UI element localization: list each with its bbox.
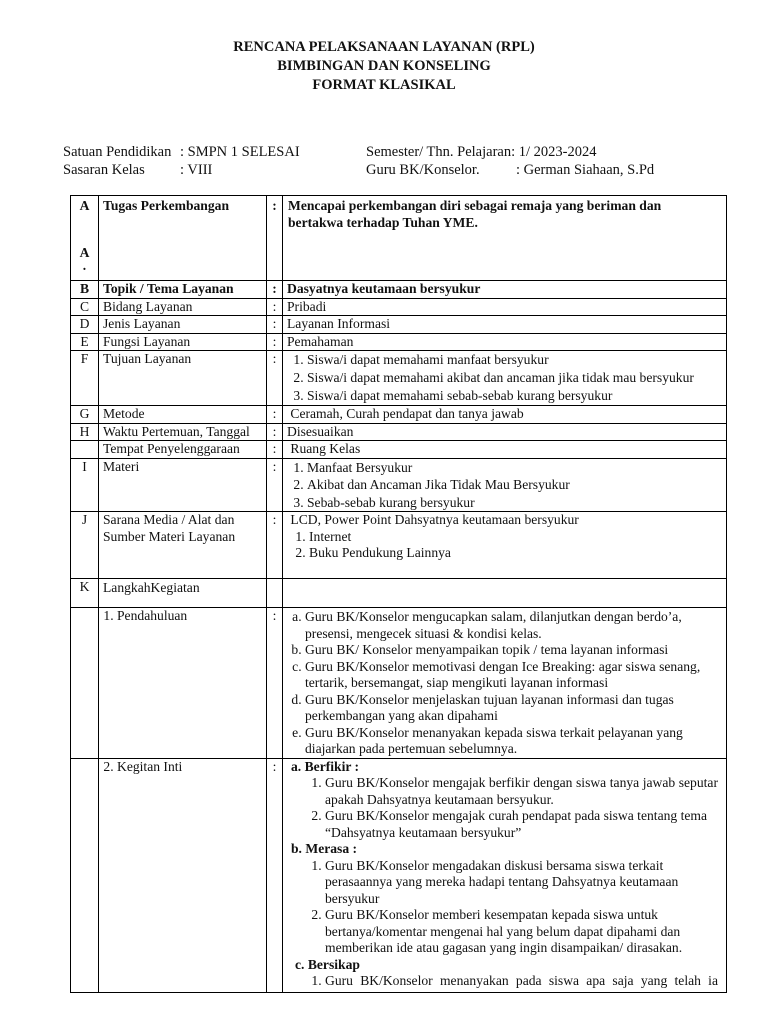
row-value — [283, 351, 727, 406]
row-label: Metode — [99, 406, 267, 424]
table-row-inti — [71, 758, 727, 992]
row-value: Pribadi — [283, 298, 727, 316]
row-label: Tujuan Layanan — [99, 351, 267, 406]
list-item: 1. Guru BK/Konselor menanyakan pada siswa apa saja yang telah ia — [325, 973, 718, 990]
table-row-c — [71, 298, 727, 316]
document-title — [0, 38, 768, 95]
title-line-2: BIMBINGAN DAN KONSELING — [277, 58, 491, 74]
semester-info: Semester/ Thn. Pelajaran: 1/ 2023-2024 — [366, 144, 597, 160]
list-item: 2. Siswa/i dapat memahami akibat dan ancaman jika tidak mau bersyukur — [307, 369, 722, 387]
list-item: 1. Manfaat Bersyukur — [307, 459, 722, 477]
row-value: Disesuaikan — [283, 423, 727, 441]
row-separator: : — [267, 458, 283, 512]
list-item: e. Guru BK/Konselor menanyakan kepada siswa terkait pelayanan yang diajarkan pada pertemuan sebelumnya. — [305, 725, 722, 758]
row-separator: : — [267, 441, 283, 459]
list-item: a. Guru BK/Konselor mengucapkan salam, dilanjutkan dengan berdo’a, presensi, mengecek situasi & kondisi kelas. — [305, 609, 722, 642]
row-code: J — [71, 512, 99, 579]
title-line-1: RENCANA PELAKSANAAN LAYANAN (RPL) — [233, 39, 535, 55]
rpl-table — [70, 195, 727, 993]
row-separator — [267, 579, 283, 608]
row-value: Pemahaman — [283, 333, 727, 351]
row-code: K — [71, 579, 99, 608]
row-value: Ceramah, Curah pendapat dan tanya jawab — [283, 406, 727, 424]
list-item: c. Guru BK/Konselor memotivasi dengan Ice Breaking: agar siswa senang, tertarik, bersemangat, siap mengikuti layanan informasi — [305, 659, 722, 692]
list-item: 1. Guru BK/Konselor mengajak berfikir dengan siswa tanya jawab seputar apakah Dahsyatnya keutamaan bersyukur. — [325, 775, 718, 808]
table-row-d — [71, 316, 727, 334]
row-code: D — [71, 316, 99, 334]
list-item: b. Guru BK/ Konselor menyampaikan topik / tema layanan informasi — [305, 642, 722, 659]
row-separator: : — [267, 298, 283, 316]
list-item: 2. Guru BK/Konselor memberi kesempatan kepada siswa untuk bertanya/komentar mengenai hal yang belum dapat dipahami dan memberikan ide atau gagasan yang ingin disampaikan/ dirasakan. — [325, 907, 718, 957]
table-row-pendahuluan — [71, 608, 727, 759]
table-row-e — [71, 333, 727, 351]
row-value: Mencapai perkembangan diri sebagai remaja yang beriman dan bertakwa terhadap Tuhan YME. — [283, 196, 727, 281]
satuan-label: Satuan Pendidikan — [63, 144, 172, 160]
row-label: Materi — [99, 458, 267, 512]
row-separator: : — [267, 281, 283, 299]
table-row-b — [71, 281, 727, 299]
row-value: Ruang Kelas — [283, 441, 727, 459]
row-code: I — [71, 458, 99, 512]
row-code: A A . — [71, 196, 99, 281]
list-item: 2. Akibat dan Ancaman Jika Tidak Mau Bersyukur — [307, 476, 722, 494]
sasaran-label: Sasaran Kelas — [63, 162, 145, 178]
row-code: H — [71, 423, 99, 441]
row-code — [71, 441, 99, 459]
title-line-3: FORMAT KLASIKAL — [312, 77, 456, 93]
row-label: Bidang Layanan — [99, 298, 267, 316]
row-label: 1. Pendahuluan — [99, 608, 267, 759]
list-item: d. Guru BK/Konselor menjelaskan tujuan layanan informasi dan tugas perkembangan yang akan dipahami — [305, 692, 722, 725]
table-row-h — [71, 423, 727, 441]
merasa-heading: b. Merasa : — [291, 841, 358, 856]
guru-value: : German Siahaan, S.Pd — [516, 162, 655, 178]
list-item: 3. Sebab-sebab kurang bersyukur — [307, 494, 722, 512]
row-separator: : — [267, 758, 283, 992]
row-label: Fungsi Layanan — [99, 333, 267, 351]
table-row-g — [71, 406, 727, 424]
row-value: Dasyatnya keutamaan bersyukur — [283, 281, 727, 299]
row-label: 2. Kegitan Inti — [99, 758, 267, 992]
row-label: Waktu Pertemuan, Tanggal — [99, 423, 267, 441]
list-item: 3. Siswa/i dapat memahami sebab-sebab kurang bersyukur — [307, 387, 722, 405]
row-value — [283, 758, 727, 992]
row-label: Topik / Tema Layanan — [99, 281, 267, 299]
row-value — [283, 608, 727, 759]
table-row-j — [71, 512, 727, 579]
row-code: E — [71, 333, 99, 351]
row-value — [283, 579, 727, 608]
row-separator: : — [267, 333, 283, 351]
row-value — [283, 458, 727, 512]
row-separator: : — [267, 351, 283, 406]
table-row-i — [71, 458, 727, 512]
row-code — [71, 758, 99, 992]
row-code: B — [71, 281, 99, 299]
row-separator: : — [267, 316, 283, 334]
row-label: Sarana Media / Alat dan Sumber Materi Layanan — [99, 512, 267, 579]
satuan-value: : SMPN 1 SELESAI — [180, 144, 300, 160]
row-code — [71, 608, 99, 759]
table-row-a — [71, 196, 727, 281]
row-label: Tempat Penyelenggaraan — [99, 441, 267, 459]
guru-label: Guru BK/Konselor. — [366, 162, 480, 178]
list-item: 2. Buku Pendukung Lainnya — [309, 545, 722, 562]
row-value: LCD, Power Point Dahsyatnya keutamaan bersyukur 1. Internet 2. Buku Pendukung Lainnya — [283, 512, 727, 579]
row-separator: : — [267, 406, 283, 424]
row-separator: : — [267, 512, 283, 579]
berfikir-heading: a. Berfikir : — [291, 758, 360, 774]
sasaran-value: : VIII — [180, 162, 213, 178]
list-item: 1. Internet — [309, 529, 722, 546]
row-code: G — [71, 406, 99, 424]
row-label: LangkahKegiatan — [99, 579, 267, 608]
row-separator: : — [267, 423, 283, 441]
bersikap-heading: c. Bersikap — [295, 956, 360, 972]
row-label: Tugas Perkembangan — [99, 196, 267, 281]
row-label: Jenis Layanan — [99, 316, 267, 334]
table-row-f — [71, 351, 727, 406]
row-separator: : — [267, 196, 283, 281]
row-value: Layanan Informasi — [283, 316, 727, 334]
row-code: C — [71, 298, 99, 316]
table-row-k — [71, 579, 727, 608]
row-separator: : — [267, 608, 283, 759]
list-item: 1. Siswa/i dapat memahami manfaat bersyukur — [307, 351, 722, 369]
table-row-tempat — [71, 441, 727, 459]
list-item: 1. Guru BK/Konselor mengadakan diskusi bersama siswa terkait perasaannya yang mereka hadapi tentang Dahsyatnya keutamaan bersyukur — [325, 858, 718, 908]
list-item: 2. Guru BK/Konselor mengajak curah pendapat pada siswa tentang tema “Dahsyatnya keutamaan bersyukur” — [325, 808, 718, 841]
row-code: F — [71, 351, 99, 406]
